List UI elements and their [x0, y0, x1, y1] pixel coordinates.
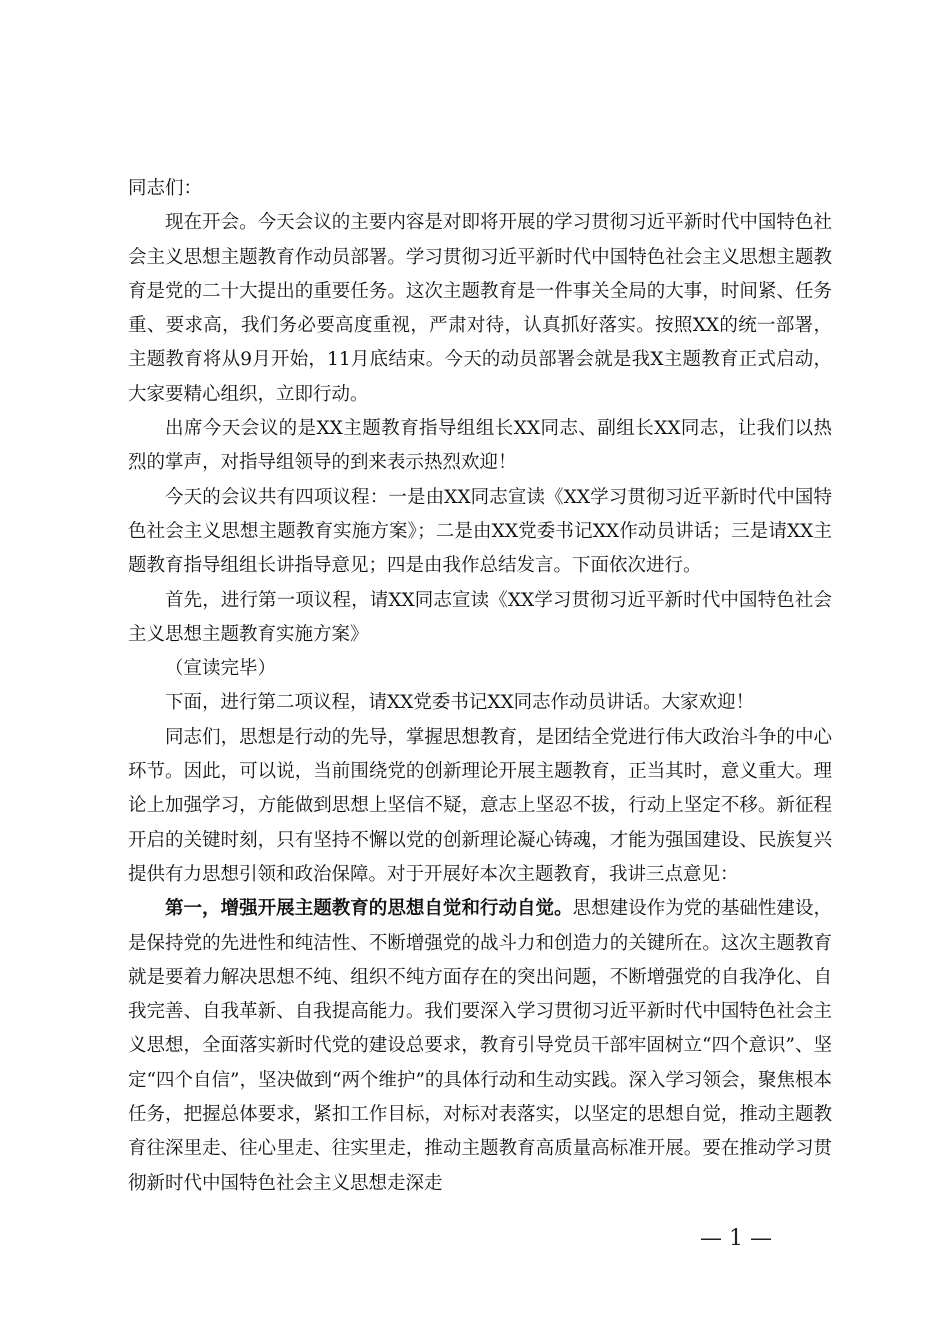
paragraph-speech-intro: 同志们，思想是行动的先导，掌握思想教育，是团结全党进行伟大政治斗争的中心环节。因此，可以说，当前围绕党的创新理论开展主题教育，正当其时，意义重大。理论上加强学习，方能做到思想上坚信不疑，意志上坚忍不拔，行动上坚定不移。新征程开启的关键时刻，只有坚持不懈以党的创新理论凝心铸魂，才能为强国建设、民族复兴提供有力思想引领和政治保障。对于开展好本次主题教育，我讲三点意见： [128, 726, 832, 885]
document-body [128, 172, 832, 1201]
paragraph-point-one [128, 892, 832, 1201]
paragraph-opening: 现在开会。今天会议的主要内容是对即将开展的学习贯彻习近平新时代中国特色社会主义思想主题教育作动员部署。学习贯彻习近平新时代中国特色社会主义思想主题教育是党的二十大提出的重要任务。这次主题教育是一件事关全局的大事，时间紧、任务重、要求高，我们务必要高度重视，严肃对待，认真抓好落实。按照XX的统一部署，主题教育将从9月开始，11月底结束。今天的动员部署会就是我X主题教育正式启动，大家要精心组织，立即行动。 [128, 212, 832, 405]
paragraph-second-item: 下面，进行第二项议程，请XX党委书记XX同志作动员讲话。大家欢迎！ [165, 692, 755, 714]
greeting: 同志们： [128, 178, 203, 199]
paragraph-first-item: 首先，进行第一项议程，请XX同志宣读《XX学习贯彻习近平新时代中国特色社会主义思想主题教育实施方案》 [128, 589, 832, 645]
paragraph-attendees: 出席今天会议的是XX主题教育指导组组长XX同志、副组长XX同志，让我们以热烈的掌声，对指导组领导的到来表示热烈欢迎！ [128, 418, 832, 474]
page-number: — 1 — [700, 1226, 772, 1251]
point-one-heading: 第一，增强开展主题教育的思想自觉和行动自觉。 [165, 898, 573, 920]
paragraph-reading-done: （宣读完毕） [165, 658, 277, 680]
paragraph-agenda: 今天的会议共有四项议程：一是由XX同志宣读《XX学习贯彻习近平新时代中国特色社会主义思想主题教育实施方案》；二是由XX党委书记XX作动员讲话；三是请XX主题教育指导组组长讲指导意见；四是由我作总结发言。下面依次进行。 [128, 486, 832, 577]
point-one-body: 思想建设作为党的基础性建设，是保持党的先进性和纯洁性、不断增强党的战斗力和创造力的关键所在。这次主题教育就是要着力解决思想不纯、组织不纯方面存在的突出问题，不断增强党的自我净化、自我完善、自我革新、自我提高能力。我们要深入学习贯彻习近平新时代中国特色社会主义思想，全面落实新时代党的建设总要求，教育引导党员干部牢固树立“四个意识”、坚定“四个自信”，坚决做到“两个维护”的具体行动和生动实践。深入学习领会，聚焦根本任务，把握总体要求，紧扣工作目标，对标对表落实，以坚定的思想自觉，推动主题教育往深里走、往心里走、往实里走，推动主题教育高质量高标准开展。要在推动学习贯彻新时代中国特色社会主义思想走深走 [128, 898, 832, 1194]
